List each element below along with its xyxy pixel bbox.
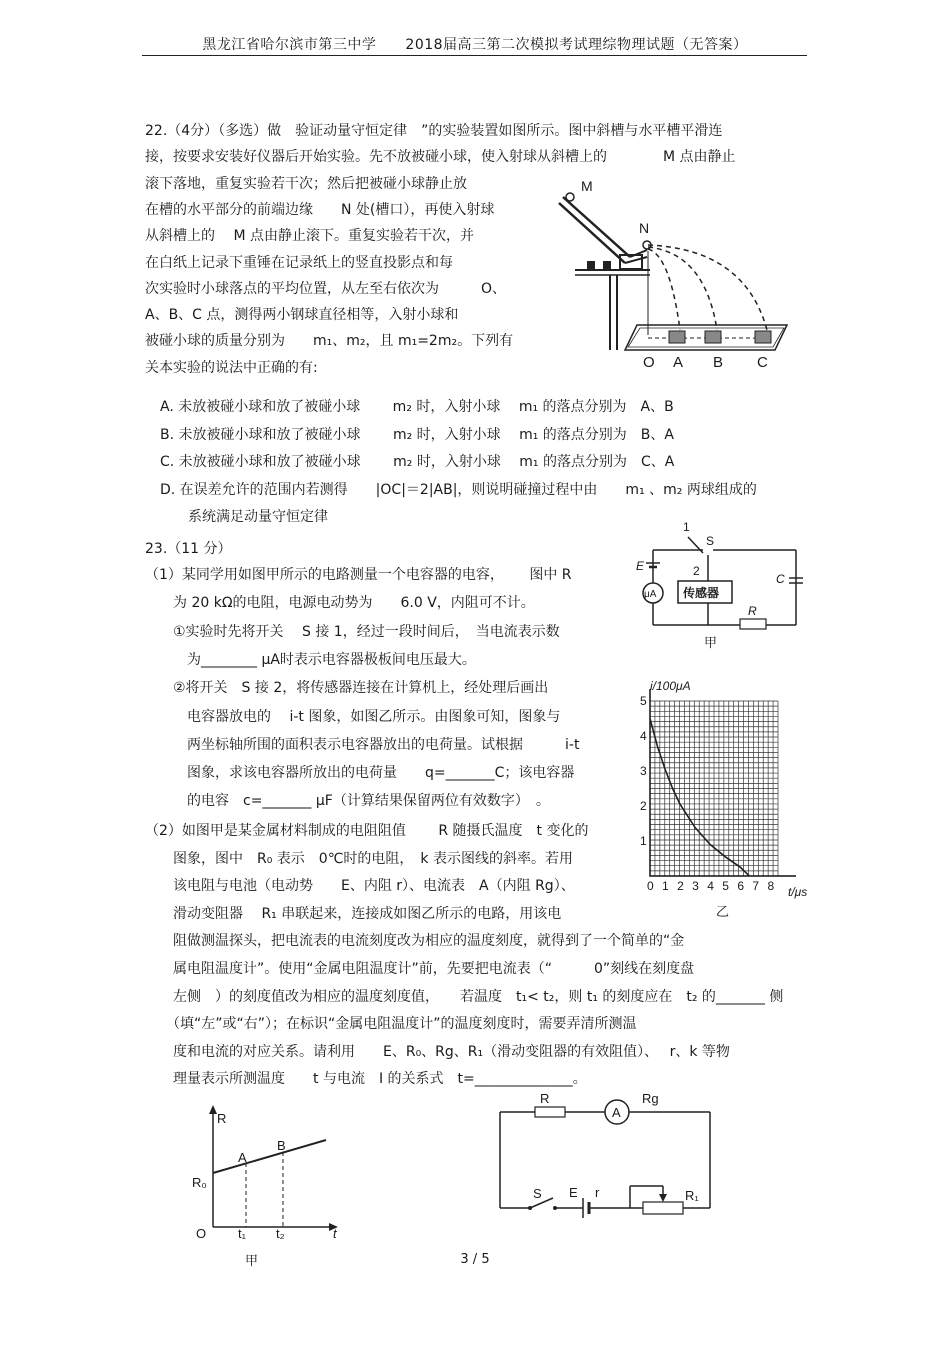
text-line: 左侧 ）的刻度值改为相应的温度刻度值， 若温度 t₁< t₂，则 t₁ 的刻度应在 t₂ 的_______ 侧 — [145, 988, 784, 1005]
rt-label-R0: R₀ — [192, 1175, 207, 1190]
thermometer-circuit-figure — [495, 1090, 720, 1225]
rt-label-O: O — [196, 1226, 207, 1241]
text-line: 电容器放电的 i-t 图象，如图乙所示。由图象可知，图象与 — [145, 708, 561, 725]
text-line: 两坐标轴所围的面积表示电容器放出的电荷量。试根据 i-t — [145, 736, 580, 753]
q22-apparatus-figure — [555, 175, 805, 375]
chart-axes — [650, 689, 796, 876]
circuit-label-S: S — [533, 1186, 542, 1201]
r-t-graph-figure — [188, 1105, 358, 1270]
label-switch-S: S — [706, 534, 715, 548]
y-tick-label: 1 — [640, 834, 647, 848]
y-tick-label: 3 — [640, 764, 647, 778]
rt-label-t2: t₂ — [276, 1226, 285, 1241]
label-B: B — [713, 354, 724, 371]
text-line: C. 未放被碰小球和放了被碰小球 m₂ 时，入射小球 m₁ 的落点分别为 C、A — [160, 454, 675, 470]
y-tick-label: 5 — [640, 694, 647, 708]
text-line: 的电容 c=_______ μF（计算结果保留两位有效数字） 。 — [145, 793, 550, 810]
text-line: （1）某同学用如图甲所示的电路测量一个电容器的电容， 图中 R — [145, 567, 572, 583]
rt-label-B: B — [277, 1138, 286, 1153]
y-tick-label: 2 — [640, 799, 647, 813]
x-tick-label: 4 — [707, 879, 714, 893]
chart-y-axis-label: i/100μA — [650, 679, 691, 693]
circuit-label-r: r — [595, 1185, 600, 1200]
text-line: 为________ μA时表示电容器极板间电压最大。 — [145, 651, 476, 668]
microammeter-label: μA — [644, 589, 657, 600]
text-line: A、B、C 点，测得两小钢球直径相等，入射小球和 — [145, 307, 459, 324]
text-line: 在白纸上记录下重锤在记录纸上的竖直投影点和每 — [145, 254, 453, 271]
header-rule — [142, 55, 807, 56]
caption-jia: 甲 — [704, 635, 718, 650]
circuit-label-R: R — [540, 1091, 550, 1106]
text-line: 度和电流的对应关系。请利用 E、R₀、Rg、R₁（滑动变阻器的有效阻值）、 r、k 等物 — [145, 1043, 730, 1060]
label-M: M — [581, 178, 593, 194]
text-line: ①实验时先将开关 S 接 1，经过一段时间后， 当电流表示数 — [145, 623, 560, 640]
text-line: 被碰小球的质量分别为 m₁、m₂，且 m₁=2m₂。下列有 — [145, 333, 514, 350]
x-tick-label: 6 — [737, 879, 745, 893]
text-line: A. 未放被碰小球和放了被碰小球 m₂ 时，入射小球 m₁ 的落点分别为 A、B — [160, 399, 674, 415]
label-A: A — [673, 354, 684, 371]
text-line: 属电阻温度计”。使用“金属电阻温度计”前，先要把电流表（“ 0”刻线在刻度盘 — [145, 961, 695, 977]
text-line: 系统满足动量守恒定律 — [160, 509, 328, 525]
x-tick-label: 0 — [647, 879, 654, 893]
circuit-label-E: E — [569, 1185, 578, 1200]
x-tick-label: 2 — [677, 879, 684, 893]
text-line: 图象，图中 R₀ 表示 0℃时的电阻， k 表示图线的斜率。若用 — [145, 850, 573, 867]
label-R: R — [748, 604, 757, 618]
circuit-label-R1: R₁ — [685, 1188, 699, 1203]
label-C: C — [757, 354, 768, 371]
sensor-label: 传感器 — [683, 586, 720, 600]
i-t-discharge-chart — [630, 678, 830, 918]
text-line: 滑动变阻器 R₁ 串联起来，连接成如图乙所示的电路，用该电 — [145, 905, 562, 922]
text-line: 关本实验的说法中正确的有: — [145, 359, 318, 376]
page-header: 黑龙江省哈尔滨市第三中学 2018届高三第二次模拟考试理综物理试题（无答案） — [202, 37, 748, 53]
rt-label-R: R — [217, 1111, 227, 1126]
text-line: 在槽的水平部分的前端边缘 N 处(槽口），再使入射球 — [145, 201, 495, 218]
rt-label-t1: t₁ — [238, 1226, 246, 1241]
text-line: 为 20 kΩ的电阻，电源电动势为 6.0 V，内阻可不计。 — [145, 595, 535, 612]
label-switch-2: 2 — [693, 564, 700, 578]
caption-rt-jia: 甲 — [245, 1253, 259, 1268]
text-line: （填“左”或“右”）；在标识“金属电阻温度计”的温度刻度时，需要弄清所测温 — [145, 1016, 637, 1033]
y-tick-label: 4 — [640, 729, 647, 743]
x-tick-label: 1 — [662, 879, 669, 893]
x-tick-label: 8 — [767, 879, 775, 893]
q23-title: 23.（11 分） — [145, 541, 232, 557]
text-line: 图象，求该电容器所放出的电荷量 q=_______C；该电容器 — [145, 765, 575, 782]
text-line: 阻做测温探头，把电流表的电流刻度改为相应的温度刻度，就得到了一个简单的“金 — [145, 933, 685, 950]
label-C: C — [776, 572, 785, 586]
x-tick-label: 3 — [692, 879, 699, 893]
text-line: （2）如图甲是某金属材料制成的电阻阻值 R 随摄氏温度 t 变化的 — [145, 823, 589, 839]
text-line: 滚下落地，重复实验若干次；然后把被碰小球静止放 — [145, 175, 467, 192]
label-switch-1: 1 — [683, 520, 690, 534]
rt-label-A: A — [238, 1150, 247, 1165]
capacitor-circuit-figure — [628, 515, 803, 655]
text-line: 从斜槽上的 M 点由静止滚下。重复实验若干次，并 — [145, 228, 474, 245]
chart-x-axis-label: t/μs — [788, 885, 808, 899]
text-line: 次实验时小球落点的平均位置，从左至右依次为 O、 — [145, 280, 507, 297]
label-N: N — [639, 220, 650, 236]
text-line: 22.（4分）（多选）做 验证动量守恒定律 ”的实验装置如图所示。图中斜槽与水平槽平滑连 — [145, 123, 723, 139]
ammeter-label: A — [612, 1105, 621, 1120]
circuit-label-Rg: Rg — [642, 1091, 659, 1106]
caption-yi: 乙 — [716, 904, 730, 919]
text-line: 理量表示所测温度 t 与电流 I 的关系式 t=______________。 — [145, 1071, 587, 1088]
text-line: 接，按要求安装好仪器后开始实验。先不放被碰小球，使入射球从斜槽上的 M 点由静止 — [145, 149, 736, 166]
text-line: B. 未放被碰小球和放了被碰小球 m₂ 时，入射小球 m₁ 的落点分别为 B、A — [160, 426, 674, 443]
label-E: E — [636, 559, 645, 573]
label-O: O — [643, 354, 655, 371]
text-line: 该电阻与电池（电动势 E、内阻 r）、电流表 A（内阻 Rg）、 — [145, 878, 575, 895]
text-line: D. 在误差允许的范围内若测得 |OC|＝2|AB|，则说明碰撞过程中由 m₁ 、m₂ 两球组成的 — [160, 481, 757, 498]
page-number: 3 / 5 — [460, 1252, 490, 1267]
text-line: ②将开关 S 接 2，将传感器连接在计算机上，经处理后画出 — [145, 680, 549, 697]
x-tick-label: 7 — [752, 879, 760, 893]
rt-label-t: t — [333, 1226, 337, 1241]
x-tick-label: 5 — [722, 879, 729, 893]
